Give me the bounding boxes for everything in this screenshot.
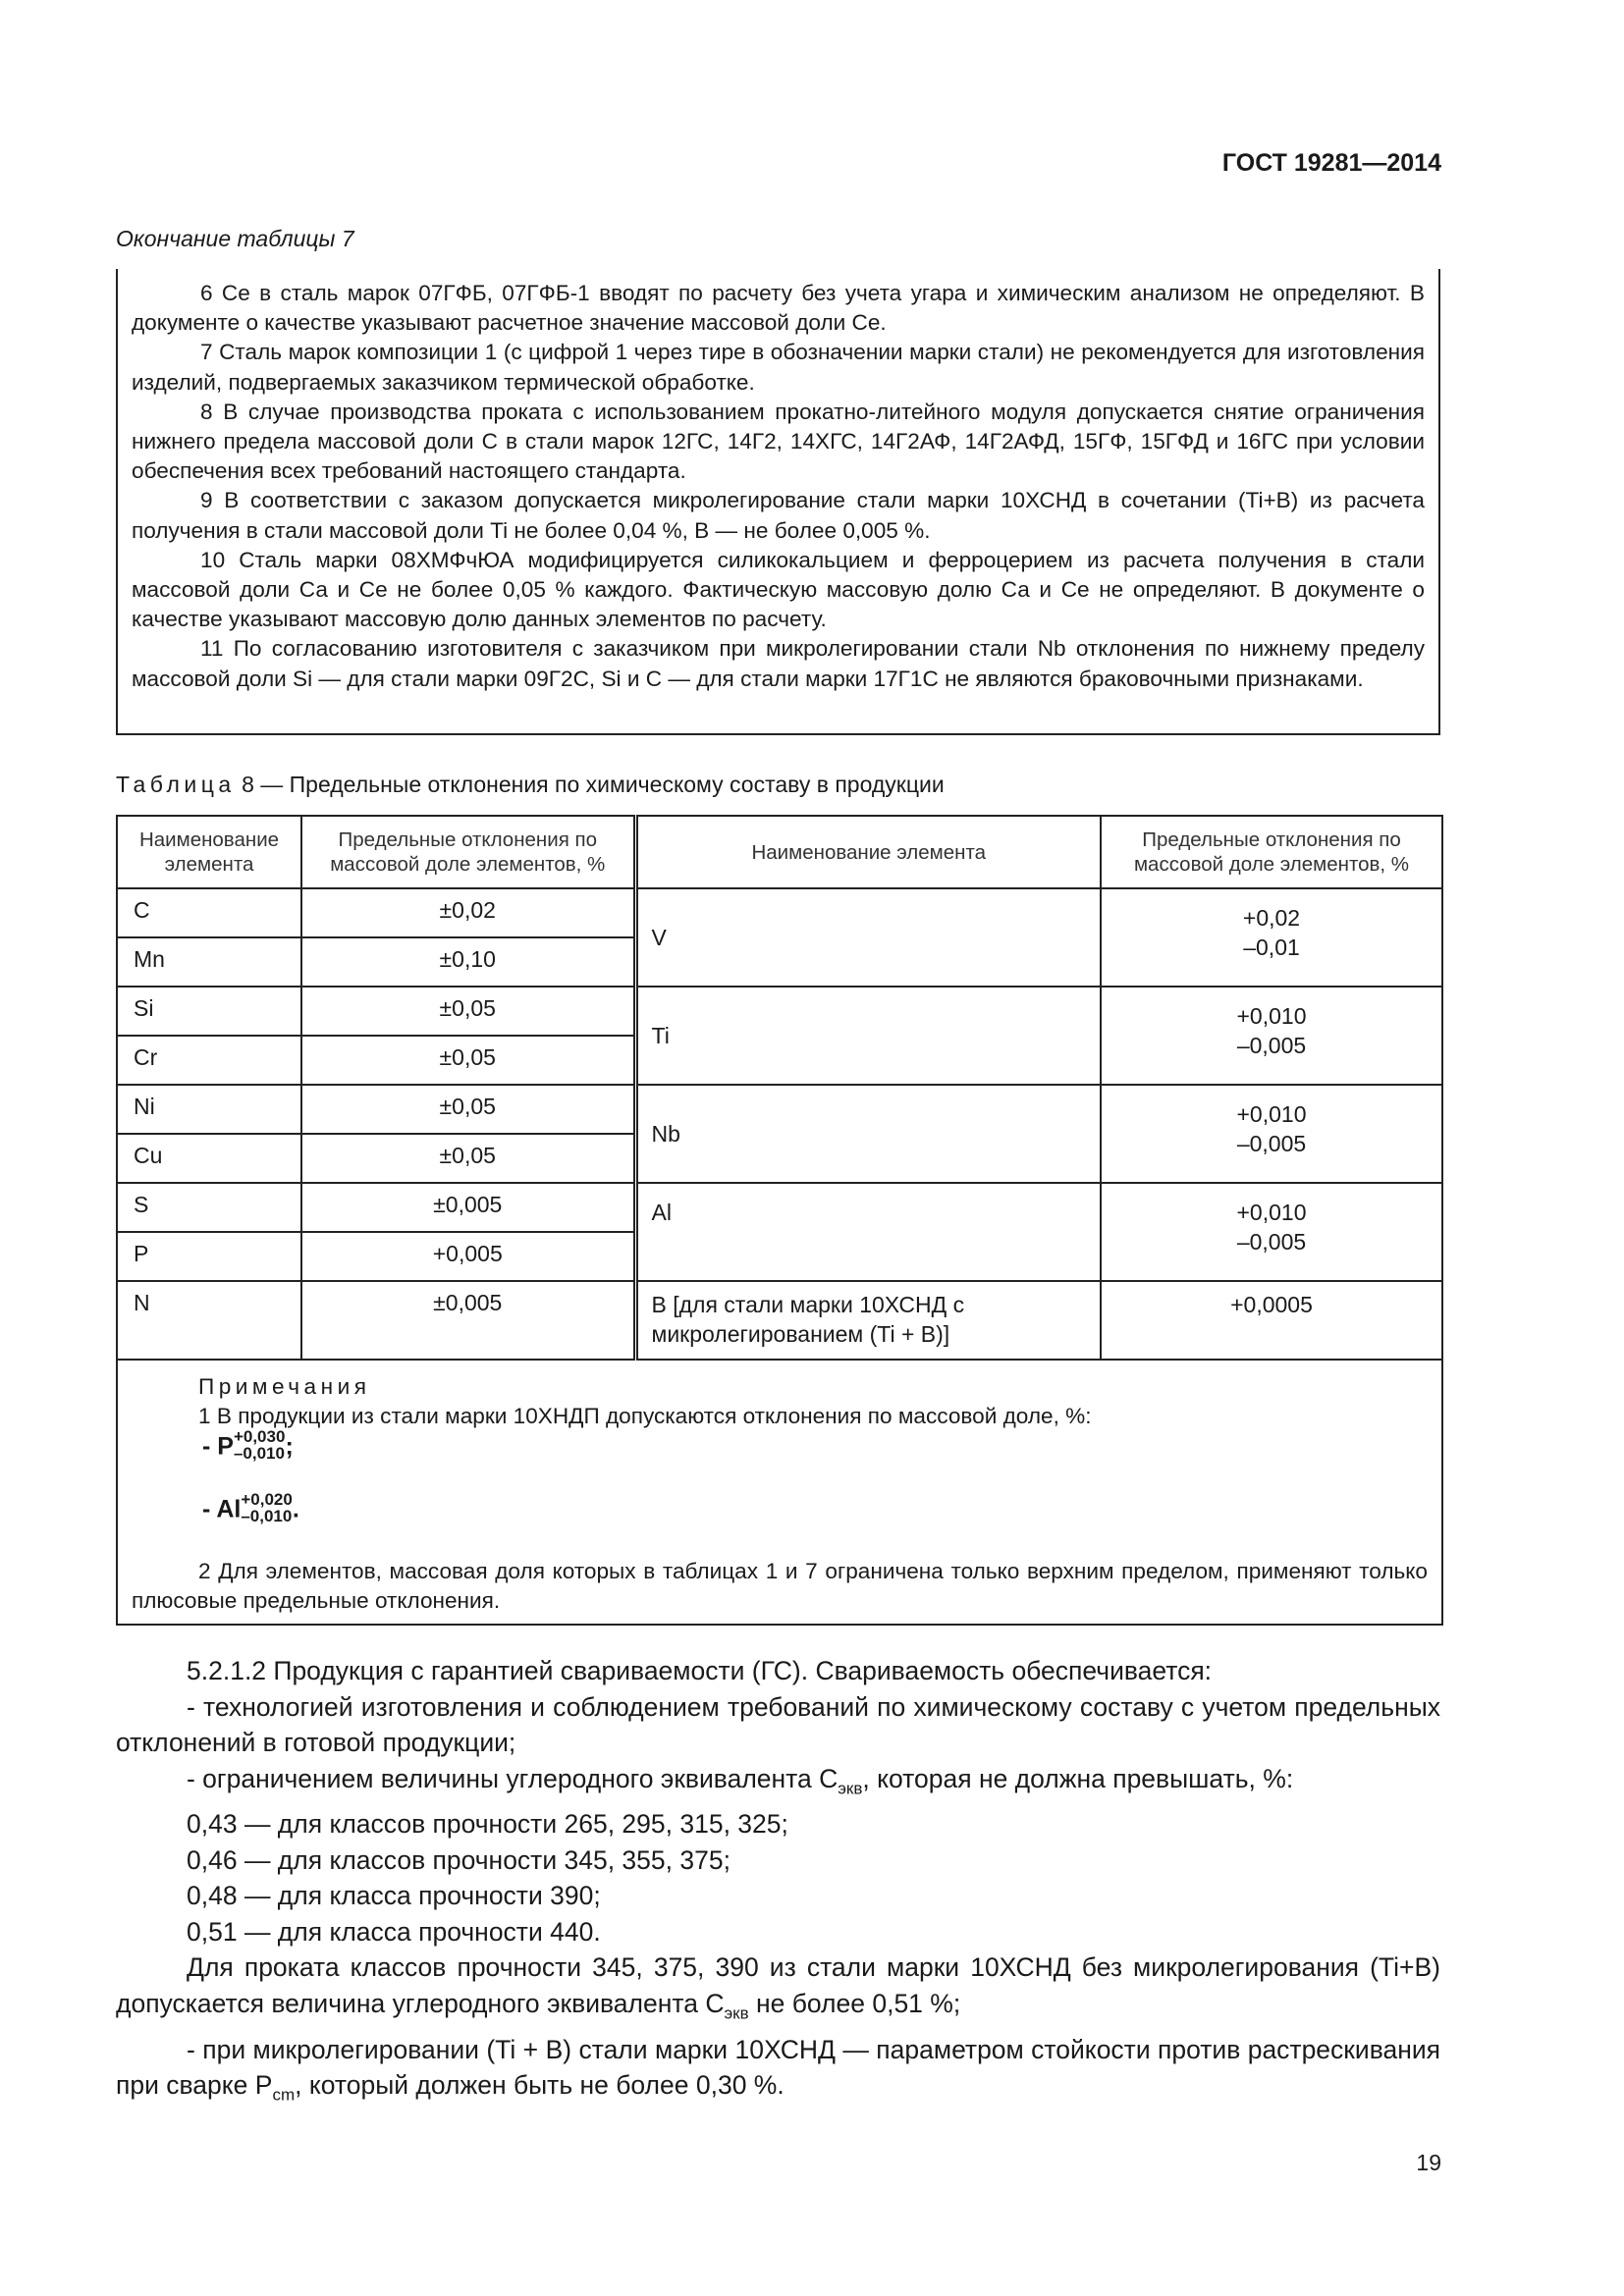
para-technology: - технологией изготовления и соблюдением требований по химическому составу с учетом предельных отклонений в готовой продукции; [116,1691,1440,1757]
formula-al-limits [241,1491,292,1524]
value-cell [1101,1085,1442,1183]
value-cell: +0,005 [301,1232,635,1281]
formula-al [202,1490,1428,1557]
document-header: ГОСТ 19281—2014 [1221,149,1441,177]
notes-heading: Примечания [198,1374,371,1399]
value-cell: ±0,05 [301,1134,635,1183]
para-rolled [116,1949,1440,2031]
formula-p-suffix: ; [285,1432,294,1461]
table7-note-7: 7 Сталь марок композиции 1 (с цифрой 1 через тире в обозначении марки стали) не рекомендуется для изготовления изделий, подвергаемых заказчиком термической обработке. [132,340,1425,395]
element-cell: Cr [117,1036,301,1085]
table-row [117,1085,1442,1134]
table-continuation-label: Окончание таблицы 7 [116,226,354,251]
lower-deviation: –0,005 [1236,1033,1307,1058]
upper-deviation: +0,010 [1236,1003,1307,1029]
carbon-subscript: экв [838,1778,863,1797]
limit-item: 0,51 — для класса прочности 440. [187,1916,601,1947]
value-cell: ±0,05 [301,1085,635,1134]
table8-header-element-left: Наименование элемента [117,816,301,888]
page-number: 19 [1416,2150,1441,2175]
table7-note-8: 8 В случае производства проката с использованием прокатно-литейного модуля допускается снятие ограничения нижнего предела массовой доли С в стали марок 12ГС, 14Г2, 14ХГС, 14Г2АФ, 14Г2АФД, 15ГФ, 15ГФД и 16ГС при условии обеспечения всех требований настоящего стандарта. [132,399,1425,484]
table8-header-element-right: Наименование элемента [635,816,1101,888]
formula-al-upper: +0,020 [241,1490,293,1509]
value-cell: +0,0005 [1101,1281,1442,1360]
value-cell: ±0,02 [301,888,635,937]
para-heading: 5.2.1.2 Продукция с гарантией свариваемости (ГС). Свариваемость обеспечивается: [187,1656,1213,1685]
element-cell: В [для стали марки 10ХСНД с микролегированием (Ti + B)] [635,1281,1101,1360]
formula-p-lower: –0,010 [233,1444,285,1463]
value-cell: ±0,005 [301,1281,635,1360]
table8-caption-text: 8 — Предельные отклонения по химическому составу в продукции [235,772,945,797]
lower-deviation: –0,005 [1236,1131,1307,1156]
element-cell: Nb [635,1085,1101,1183]
value-cell: ±0,05 [301,987,635,1036]
element-cell: С [117,888,301,937]
element-cell: Al [635,1183,1101,1281]
micro-text: - при микролегировании (Ti + B) стали марки 10ХСНД — параметром стойкости против растрескивания при сварке P [116,2034,1440,2101]
element-cell: N [117,1281,301,1360]
lower-deviation: –0,01 [1243,934,1300,960]
note-2-text: 2 Для элементов, массовая доля которых в таблицах 1 и 7 ограничена только верхним пределом, применяют только плюсовые предельные отклонения. [132,1559,1428,1613]
value-cell [1101,1183,1442,1281]
element-cell: Si [117,987,301,1036]
micro-text-end: , который должен быть не более 0,30 %. [295,2070,785,2101]
value-cell: ±0,10 [301,937,635,987]
note-2 [132,1557,1428,1616]
note-1: 1 В продукции из стали марки 10ХНДП допускаются отклонения по массовой доле, %: [198,1404,1092,1428]
lower-deviation: –0,005 [1236,1229,1307,1255]
table8-caption-word: Таблица [116,772,236,797]
para-carbon-equivalent [116,1761,1440,1807]
formula-p [202,1427,1428,1494]
element-cell: Cu [117,1134,301,1183]
rolled-subscript: экв [724,2003,749,2023]
value-cell: ±0,005 [301,1183,635,1232]
carbon-text: - ограничением величины углеродного эквивалента С [187,1763,839,1793]
table7-note-11: 11 По согласованию изготовителя с заказчиком при микролегировании стали Nb отклонения по нижнему пределу массовой доли Si — для стали марки 09Г2С, Si и С — для стали марки 17Г1С не являются браковочными признаками. [132,636,1425,691]
element-cell: S [117,1183,301,1232]
table-row [117,1183,1442,1232]
element-cell: V [635,888,1101,987]
limit-item: 0,46 — для классов прочности 345, 355, 375; [187,1844,731,1875]
formula-p-prefix: - P [202,1432,234,1461]
formula-al-lower: –0,010 [241,1507,293,1525]
formula-al-suffix: . [292,1495,299,1523]
table7-note-6: 6 Се в сталь марок 07ГФБ, 07ГФБ-1 вводят по расчету без учета угара и химическим анализом не определяют. В документе о качестве указывают расчетное значение массовой доли Се. [132,281,1425,336]
rolled-text: Для проката классов прочности 345, 375, 390 из стали марки 10ХСНД без микролегирования (Ti+B) допускается величина углеродного эквивалента С [116,1952,1440,2018]
value-cell [1101,987,1442,1085]
carbon-text-end: , которая не должна превышать, %: [862,1763,1294,1793]
table8-header-value-right: Предельные отклонения по массовой доле элементов, % [1101,816,1442,888]
element-cell: P [117,1232,301,1281]
element-cell: Ni [117,1085,301,1134]
element-cell: Mn [117,937,301,987]
table-row [117,888,1442,937]
formula-al-prefix: - Al [202,1495,242,1523]
table-notes-row [117,1360,1442,1625]
rolled-text-end: не более 0,51 %; [748,1988,961,2018]
micro-subscript: cm [272,2085,296,2105]
upper-deviation: +0,010 [1236,1200,1307,1225]
formula-p-upper: +0,030 [233,1427,286,1446]
upper-deviation: +0,02 [1242,905,1301,931]
limit-item: 0,43 — для классов прочности 265, 295, 315, 325; [187,1809,788,1840]
limit-item: 0,48 — для класса прочности 390; [187,1881,601,1911]
table7-note-9: 9 В соответствии с заказом допускается микролегирование стали марки 10ХСНД в сочетании (Ti+B) из расчета получения в стали массовой доли Ti не более 0,04 %, В — не более 0,005 %. [132,488,1425,543]
value-cell: ±0,05 [301,1036,635,1085]
value-cell [1101,888,1442,987]
formula-p-limits [234,1428,285,1462]
table8-notes [117,1360,1442,1625]
element-cell: Ti [635,987,1101,1085]
table8-header-value-left: Предельные отклонения по массовой доле элементов, % [301,816,635,888]
table7-notes-box [116,269,1440,735]
table8-caption [116,772,945,798]
table8 [116,815,1443,1626]
table-row [117,1281,1442,1360]
section-5-2-1-2 [116,1653,1440,2113]
upper-deviation: +0,010 [1236,1101,1307,1127]
para-microalloying [116,2032,1440,2113]
table-row [117,987,1442,1036]
table7-note-10: 10 Сталь марки 08ХМФчЮА модифицируется силикокальцием и ферроцерием из расчета получения в стали массовой доли Са и Се не более 0,05 % каждого. Фактическую массовую долю Са и Се не определяют. В документе о качестве указывают массовую долю данных элементов по расчету. [132,547,1425,632]
